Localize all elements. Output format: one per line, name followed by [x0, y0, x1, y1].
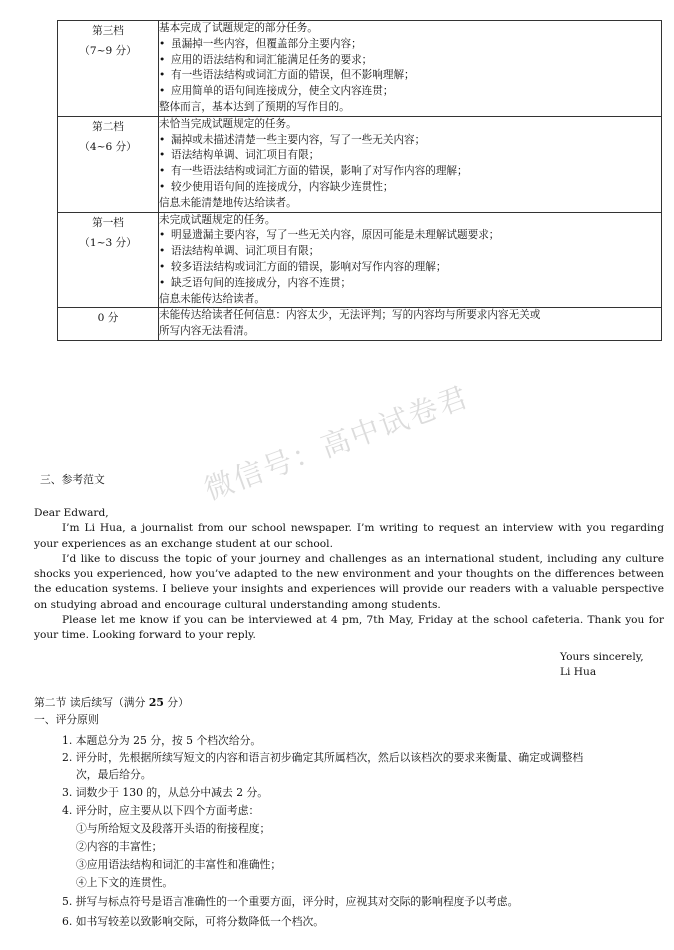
aspect-item: ④上下文的连贯性。	[76, 876, 174, 889]
criteria-line	[159, 117, 661, 133]
criteria-text: 所写内容无法看清。	[159, 325, 255, 338]
rubric-row	[58, 116, 662, 212]
criteria-text: 漏掉或未描述清楚一些主要内容，写了一些无关内容；	[171, 133, 426, 146]
bullet-icon: •	[159, 245, 166, 258]
essay-paragraph: I’m Li Hua, a journalist from our school newspaper. I’m writing to request an interview with you regarding your experiences as an exchange student at our school.	[34, 522, 664, 550]
criteria-text: 信息未能清楚地传达给读者。	[159, 196, 297, 209]
bullet-icon: •	[159, 37, 166, 50]
criteria-text: 虽漏掉一些内容，但覆盖部分主要内容；	[171, 37, 362, 50]
rubric-row	[58, 308, 662, 341]
level-name: 第一档	[92, 216, 124, 229]
criteria-bullet-line	[159, 53, 661, 69]
principle-item: 5. 拼写与标点符号是语言准确性的一个重要方面，评分时，应视其对交际的影响程度予以考虑。	[62, 895, 519, 908]
level-name: 第二档	[92, 120, 124, 133]
criteria-text: 明显遗漏主要内容，写了一些无关内容，原因可能是未理解试题要求；	[171, 229, 500, 242]
principle-item: 1. 本题总分为 25 分，按 5 个档次给分。	[62, 734, 262, 747]
level-range: （7~9 分）	[79, 45, 137, 57]
criteria-bullet-line	[159, 37, 661, 53]
part2-title: 第二节 读后续写（满分 25 分）	[34, 696, 189, 709]
signature: Li Hua	[560, 666, 597, 679]
criteria-bullet-line	[159, 68, 661, 84]
level-cell	[58, 116, 159, 212]
criteria-bullet-line	[159, 164, 661, 180]
criteria-line	[159, 196, 661, 212]
model-essay	[34, 506, 664, 644]
aspect-item: ①与所给短文及段落开头语的衔接程度；	[76, 822, 271, 835]
criteria-bullet-line	[159, 244, 661, 260]
criteria-cell	[159, 21, 662, 117]
criteria-cell	[159, 212, 662, 308]
criteria-text: 未完成试题规定的任务。	[159, 213, 276, 226]
bullet-icon: •	[159, 85, 166, 98]
criteria-line	[159, 100, 661, 116]
level-range: （4~6 分）	[79, 140, 137, 153]
bullet-icon: •	[159, 229, 166, 242]
criteria-text: 语法结构单调、词汇项目有限；	[171, 245, 320, 258]
principles-heading: 一、评分原则	[34, 713, 99, 726]
criteria-text: 未能传达给读者任何信息：内容太少，无法评判；写的内容均与所要求内容无关或	[159, 309, 541, 322]
salutation: Dear Edward,	[34, 507, 109, 519]
scoring-table	[57, 20, 662, 341]
criteria-bullet-line	[159, 133, 661, 149]
criteria-line	[159, 308, 661, 324]
criteria-bullet-line	[159, 180, 661, 196]
level-range: （1~3 分）	[79, 236, 137, 249]
level-cell	[58, 21, 159, 117]
criteria-bullet-line	[159, 148, 661, 164]
bullet-icon: •	[159, 276, 166, 289]
criteria-text: 缺乏语句间的连接成分，内容不连贯；	[171, 276, 352, 289]
rubric-row	[58, 212, 662, 308]
level-cell	[58, 308, 159, 341]
criteria-text: 应用的语法结构和词汇能满足任务的要求；	[171, 53, 373, 66]
level-name: 第三档	[92, 25, 124, 37]
criteria-cell	[159, 308, 662, 341]
bullet-icon: •	[159, 133, 166, 146]
criteria-text: 基本完成了试题规定的部分任务。	[159, 22, 318, 34]
bullet-icon: •	[159, 69, 166, 82]
rubric-row	[58, 21, 662, 117]
criteria-text: 未恰当完成试题规定的任务。	[159, 117, 297, 130]
criteria-bullet-line	[159, 228, 661, 244]
bullet-icon: •	[159, 165, 166, 178]
criteria-line	[159, 21, 661, 37]
aspect-item: ③应用语法结构和词汇的丰富性和准确性；	[76, 858, 282, 871]
bullet-icon: •	[159, 149, 166, 162]
closing: Yours sincerely,	[560, 651, 644, 663]
principle-item-continued: 次，最后给分。	[76, 768, 152, 781]
bullet-icon: •	[159, 260, 166, 273]
essay-paragraph: I’d like to discuss the topic of your journey and challenges as an international student, including any culture shocks you experienced, how you’ve adapted to the new environment and your thoughts on the differences between the education systems. I believe your insights and experiences will provide our readers with a valuable perspective on studying abroad and encourage cultural understanding among students.	[34, 552, 664, 611]
criteria-text: 应用简单的语句间连接成分，使全文内容连贯；	[171, 85, 394, 98]
principle-item: 2. 评分时，先根据所续写短文的内容和语言初步确定其所属档次，然后以该档次的要求来衡量、确定或调整档	[62, 751, 584, 764]
principle-item: 4. 评分时，应主要从以下四个方面考虑：	[62, 804, 260, 817]
essay-paragraph: Please let me know if you can be interviewed at 4 pm, 7th May, Friday at the school cafeteria. Thank you for your time. Looking forward to your reply.	[34, 614, 664, 642]
criteria-line	[159, 324, 661, 340]
criteria-bullet-line	[159, 84, 661, 100]
closing-block	[560, 650, 644, 681]
principle-item: 3. 词数少于 130 的，从总分中减去 2 分。	[62, 786, 269, 799]
criteria-text: 较多语法结构或词汇方面的错误，影响对写作内容的理解；	[171, 260, 447, 273]
section-heading: 三、参考范文	[40, 473, 105, 486]
criteria-bullet-line	[159, 276, 661, 292]
bullet-icon: •	[159, 53, 166, 66]
criteria-bullet-line	[159, 260, 661, 276]
criteria-text: 有一些语法结构或词汇方面的错误，影响了对写作内容的理解；	[171, 165, 468, 178]
criteria-text: 语法结构单调、词汇项目有限；	[171, 149, 320, 162]
aspect-item: ②内容的丰富性；	[76, 840, 163, 853]
scoring-table-body	[58, 21, 662, 341]
criteria-text: 整体而言，基本达到了预期的写作目的。	[159, 100, 350, 113]
watermark-text: 微信号：高中试卷君	[199, 379, 474, 507]
level-name: 0 分	[97, 312, 119, 325]
criteria-text: 有一些语法结构或词汇方面的错误，但不影响理解；	[171, 69, 415, 82]
principle-item: 6. 如书写较差以致影响交际，可将分数降低一个档次。	[62, 915, 325, 928]
level-cell	[58, 212, 159, 308]
criteria-text: 较少使用语句间的连接成分，内容缺少连贯性；	[171, 180, 394, 193]
criteria-line	[159, 213, 661, 229]
bullet-icon: •	[159, 180, 166, 193]
criteria-cell	[159, 116, 662, 212]
criteria-text: 信息未能传达给读者。	[159, 292, 265, 305]
criteria-line	[159, 292, 661, 308]
